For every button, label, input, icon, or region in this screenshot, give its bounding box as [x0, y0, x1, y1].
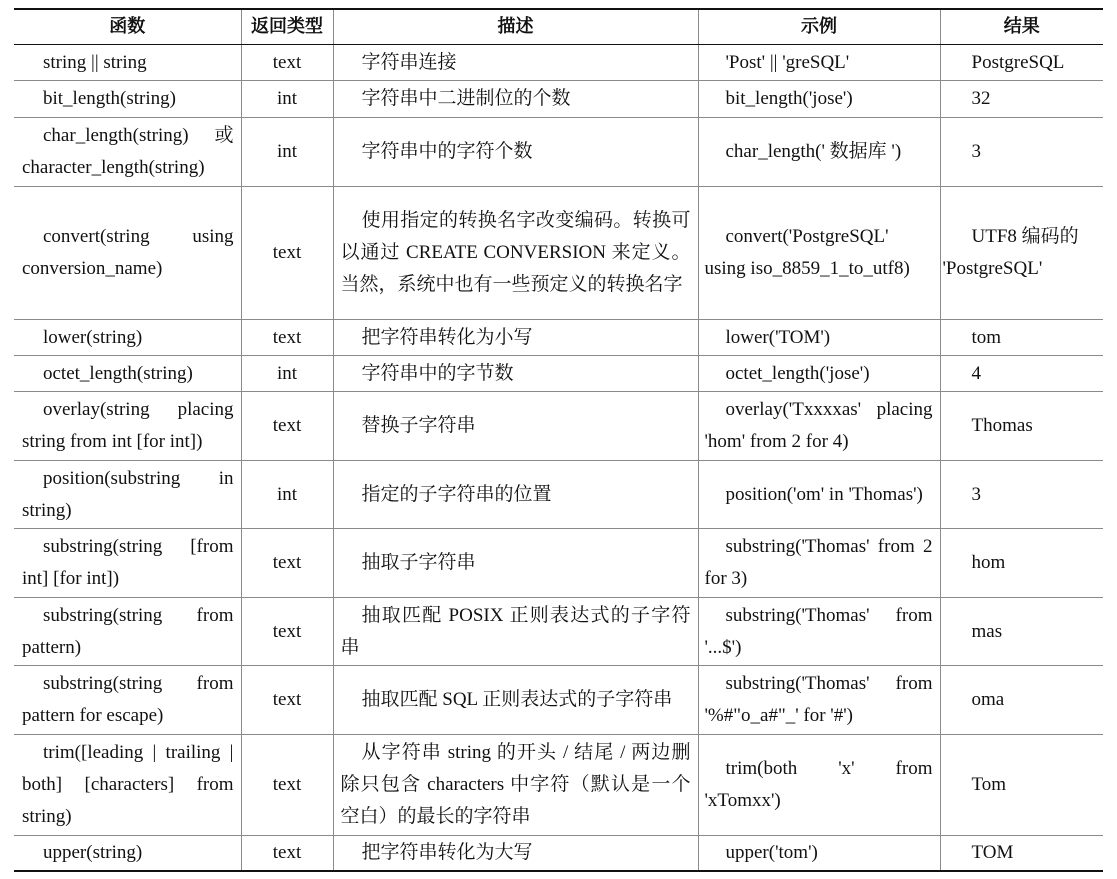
cell-func: upper(string): [14, 836, 241, 871]
header-example: 示例: [698, 9, 940, 45]
cell-desc: 替换子字符串: [333, 392, 698, 461]
cell-result: 3: [940, 118, 1103, 187]
cell-result: 32: [940, 81, 1103, 118]
cell-func: substring(string from pattern for escape): [14, 666, 241, 735]
header-desc: 描述: [333, 9, 698, 45]
cell-example: 'Post' || 'greSQL': [698, 45, 940, 81]
table-row: [14, 461, 1103, 529]
cell-type: text: [241, 666, 333, 735]
table-row: [14, 392, 1103, 461]
cell-type: text: [241, 187, 333, 320]
string-functions-table: [14, 8, 1103, 872]
cell-example: substring('Thomas' from '%#"o_a#"_' for '#'): [698, 666, 940, 735]
cell-func: octet_length(string): [14, 356, 241, 392]
cell-func: overlay(string placing string from int [for int]): [14, 392, 241, 461]
cell-type: int: [241, 118, 333, 187]
cell-func: substring(string from pattern): [14, 598, 241, 666]
table-row: [14, 118, 1103, 187]
cell-desc: 字符串中二进制位的个数: [333, 81, 698, 118]
cell-type: text: [241, 45, 333, 81]
cell-example: bit_length('jose'): [698, 81, 940, 118]
cell-desc: 抽取匹配 SQL 正则表达式的子字符串: [333, 666, 698, 735]
cell-example: convert('PostgreSQL' using iso_8859_1_to_utf8): [698, 187, 940, 320]
cell-type: int: [241, 81, 333, 118]
table-row: [14, 45, 1103, 81]
cell-desc: 从字符串 string 的开头 / 结尾 / 两边删除只包含 characters 中字符（默认是一个空白）的最长的字符串: [333, 735, 698, 836]
table-row: [14, 187, 1103, 320]
cell-example: lower('TOM'): [698, 320, 940, 356]
cell-func: substring(string [from int] [for int]): [14, 529, 241, 598]
table-row: [14, 666, 1103, 735]
table-row: [14, 320, 1103, 356]
cell-func: convert(string using conversion_name): [14, 187, 241, 320]
table-header-row: [14, 9, 1103, 45]
cell-result: PostgreSQL: [940, 45, 1103, 81]
cell-example: trim(both 'x' from 'xTomxx'): [698, 735, 940, 836]
cell-desc: 抽取匹配 POSIX 正则表达式的子字符串: [333, 598, 698, 666]
cell-func: bit_length(string): [14, 81, 241, 118]
cell-result: UTF8 编码的 'PostgreSQL': [940, 187, 1103, 320]
cell-result: Tom: [940, 735, 1103, 836]
table-row: [14, 81, 1103, 118]
cell-result: mas: [940, 598, 1103, 666]
cell-type: text: [241, 392, 333, 461]
cell-desc: 字符串中的字节数: [333, 356, 698, 392]
cell-desc: 抽取子字符串: [333, 529, 698, 598]
cell-func: trim([leading | trailing | both] [characters] from string): [14, 735, 241, 836]
cell-desc: 字符串中的字符个数: [333, 118, 698, 187]
cell-example: overlay('Txxxxas' placing 'hom' from 2 for 4): [698, 392, 940, 461]
cell-type: text: [241, 735, 333, 836]
table-row: [14, 836, 1103, 871]
table-row: [14, 598, 1103, 666]
cell-func: lower(string): [14, 320, 241, 356]
cell-type: int: [241, 356, 333, 392]
header-type: 返回类型: [241, 9, 333, 45]
table-row: [14, 529, 1103, 598]
cell-result: tom: [940, 320, 1103, 356]
cell-example: position('om' in 'Thomas'): [698, 461, 940, 529]
cell-result: oma: [940, 666, 1103, 735]
cell-type: text: [241, 529, 333, 598]
cell-result: 4: [940, 356, 1103, 392]
cell-desc: 把字符串转化为小写: [333, 320, 698, 356]
cell-func: position(substring in string): [14, 461, 241, 529]
cell-func: string || string: [14, 45, 241, 81]
cell-example: char_length(' 数据库 '): [698, 118, 940, 187]
table-row: [14, 735, 1103, 836]
cell-result: hom: [940, 529, 1103, 598]
cell-type: int: [241, 461, 333, 529]
cell-desc: 指定的子字符串的位置: [333, 461, 698, 529]
cell-desc: 使用指定的转换名字改变编码。转换可以通过 CREATE CONVERSION 来定义。当然，系统中也有一些预定义的转换名字: [333, 187, 698, 320]
cell-desc: 字符串连接: [333, 45, 698, 81]
string-functions-table-container: [14, 8, 1103, 872]
cell-type: text: [241, 320, 333, 356]
cell-result: TOM: [940, 836, 1103, 871]
cell-result: Thomas: [940, 392, 1103, 461]
cell-result: 3: [940, 461, 1103, 529]
header-func: 函数: [14, 9, 241, 45]
table-row: [14, 356, 1103, 392]
cell-type: text: [241, 598, 333, 666]
cell-example: substring('Thomas' from '...$'): [698, 598, 940, 666]
cell-type: text: [241, 836, 333, 871]
cell-example: octet_length('jose'): [698, 356, 940, 392]
cell-func: char_length(string) 或 character_length(string): [14, 118, 241, 187]
cell-example: upper('tom'): [698, 836, 940, 871]
header-result: 结果: [940, 9, 1103, 45]
cell-desc: 把字符串转化为大写: [333, 836, 698, 871]
cell-example: substring('Thomas' from 2 for 3): [698, 529, 940, 598]
